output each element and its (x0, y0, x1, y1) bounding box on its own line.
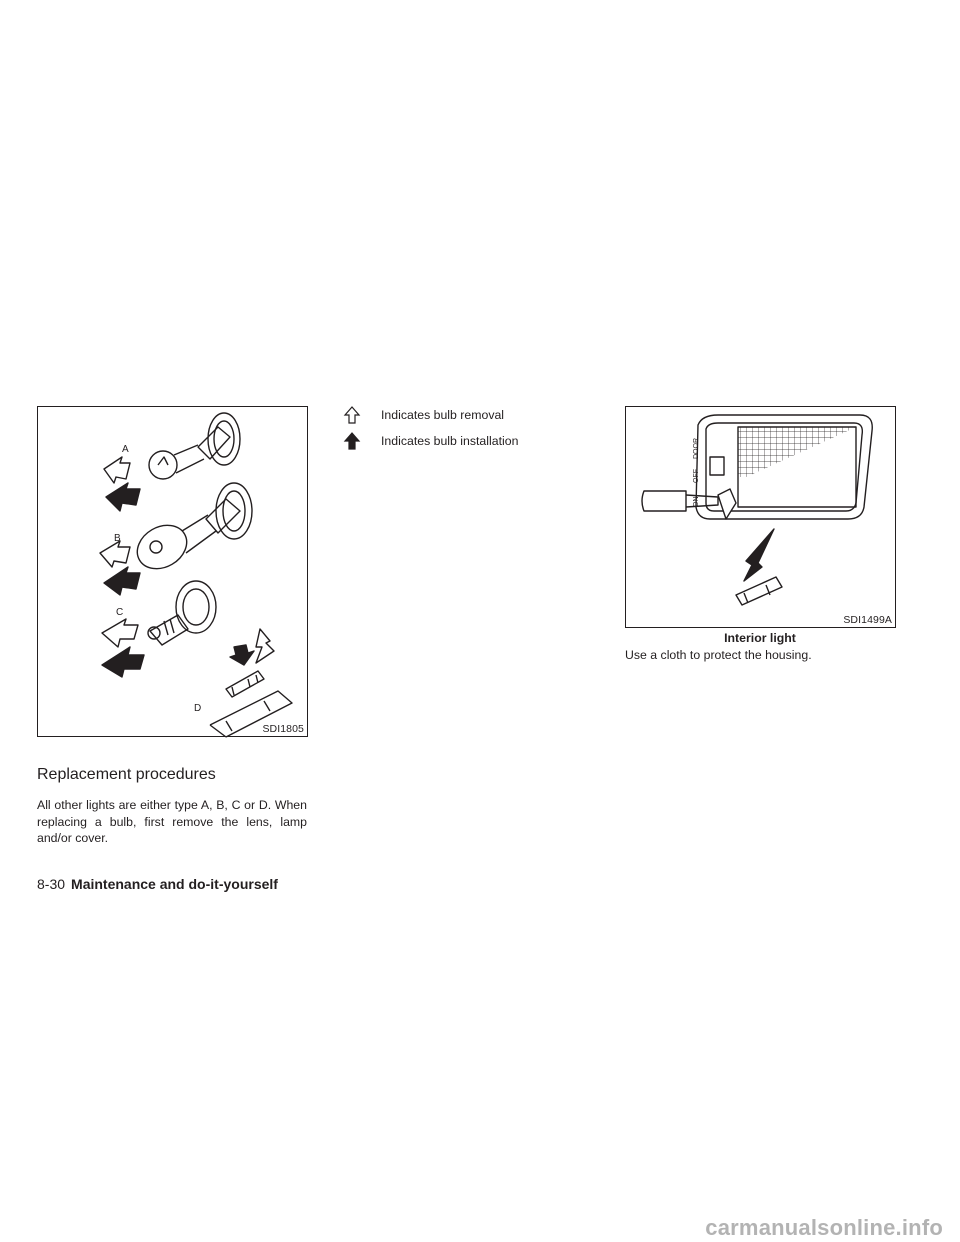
section-title: Maintenance and do-it-yourself (71, 876, 278, 892)
label-c: C (116, 607, 124, 618)
switch-on-label: ON (693, 496, 700, 507)
solid-arrow-up-icon (342, 431, 362, 451)
housing-note: Use a cloth to protect the housing. (625, 648, 812, 662)
label-d: D (194, 703, 202, 714)
outline-arrow-up-icon (342, 405, 362, 425)
interior-light-figure (625, 406, 896, 628)
label-b: B (114, 533, 121, 544)
bulb-a-drawing (149, 413, 240, 479)
section-heading: Replacement procedures (37, 766, 216, 783)
bulb-types-illustration (38, 407, 309, 738)
interior-light-illustration (626, 407, 897, 629)
switch-door-label: DOOR (693, 438, 700, 459)
bulb-b-drawing (129, 483, 252, 577)
figure-code: SDI1499A (843, 614, 892, 626)
bulb-c-drawing (148, 581, 216, 645)
label-a: A (122, 444, 129, 455)
bulb-types-figure (37, 406, 308, 737)
figure-code: SDI1805 (262, 723, 304, 735)
watermark-link[interactable]: carmanualsonline.info (705, 1215, 943, 1240)
legend-removal-label: Indicates bulb removal (381, 408, 505, 422)
page-footer (37, 876, 278, 892)
switch-off-label: OFF (693, 469, 700, 483)
section-body: All other lights are either type A, B, C or D. When replacing a bulb, first remove the lens, lamp and/or cover. (37, 798, 307, 846)
legend-installation-label: Indicates bulb installation (381, 434, 519, 448)
figure-caption: Interior light (724, 631, 796, 645)
page-number: 8-30 (37, 876, 66, 892)
